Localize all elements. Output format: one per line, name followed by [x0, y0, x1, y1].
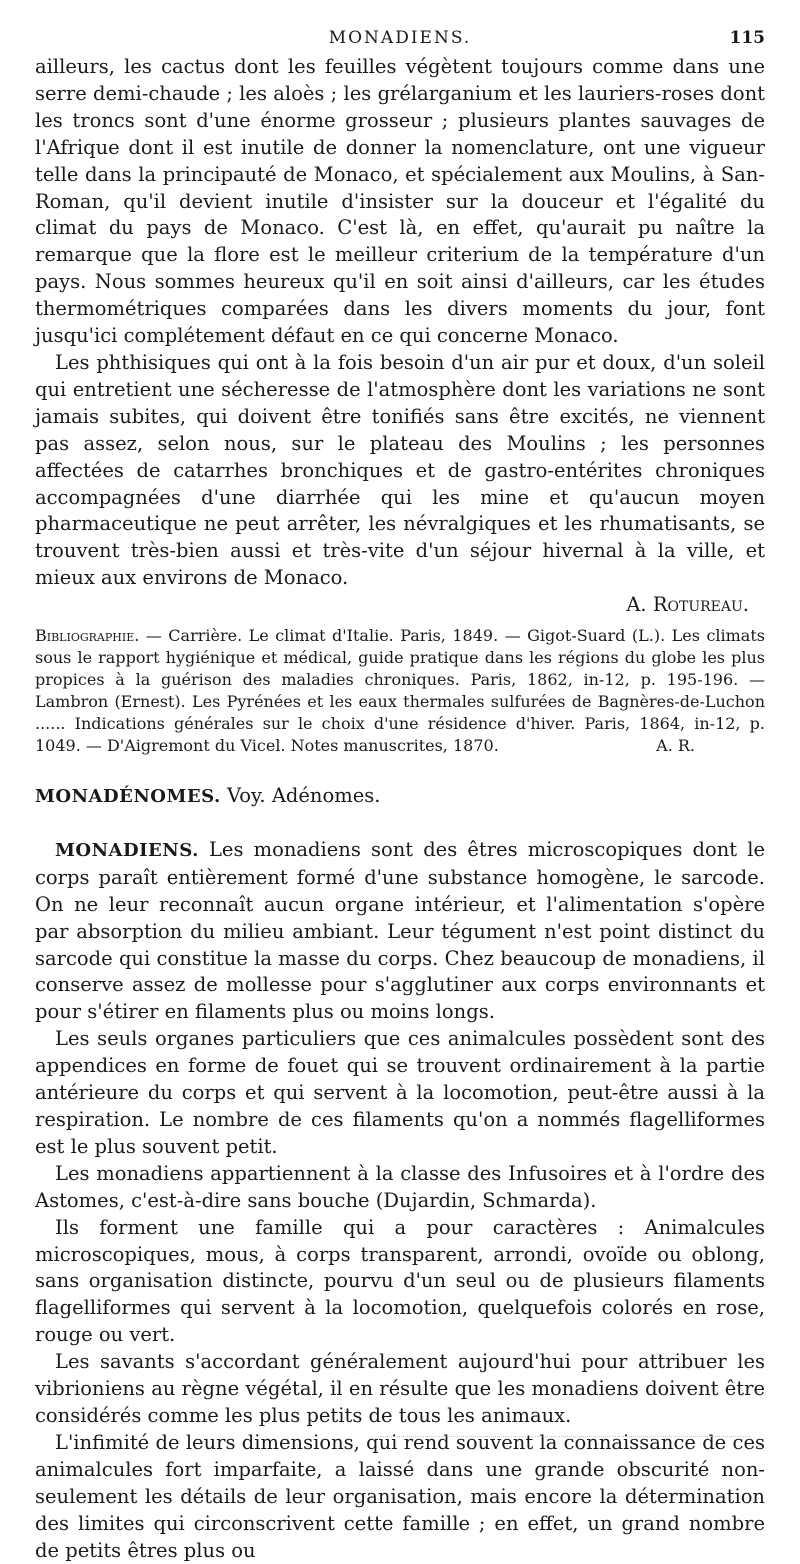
entry-monadiens-p5: Les savants s'accordant généralement aujourd'hui pour attribuer les vibrioniens au règne végétal, il en résulte que les monadiens doivent être considérés comme les plus petits de tous les animaux. — [35, 1350, 765, 1427]
headword-monadiens: MONADIENS. — [55, 839, 199, 861]
entry-monadenomes — [35, 783, 765, 811]
entry-monadiens-p1 — [35, 837, 765, 1026]
entry-monadiens-p4: Ils forment une famille qui a pour caractères : Animalcules microscopiques, mous, à corps transparent, arrondi, ovoïde ou oblong, sans organisation distincte, pourvu d'un seul ou de plusieurs filaments flagelliformes qui servent à la locomotion, quelquefois colorés en rose, rouge ou vert. — [35, 1215, 765, 1347]
bibliography-signature: A. R. — [656, 736, 695, 756]
entry-monadiens-p6: L'infimité de leurs dimensions, qui rend souvent la connaissance de ces animalcules fort imparfaite, a laissé dans une grande obscurité non-seulement les détails de leur organisation, mais encore la détermination des limites qui circonscrivent cette famille ; en effet, un grand nombre de petits êtres plus ou — [35, 1430, 765, 1562]
bibliography-text: — Carrière. Le climat d'Italie. Paris, 1849. — Gigot-Suard (L.). Les climats sous le rapport hygiénique et médical, guide pratique dans les régions du globe les plus propices à la guérison des maladies chroniques. Paris, 1862, in-12, p. 195-196. — Lambron (Ernest). Les Pyrénées et les eaux thermales sulfurées de Bagnères-de-Luchon ...... Indications générales sur le choix d'une résidence d'hiver. Paris, 1864, in-12, p. 1049. — D'Aigremont du Vicel. Notes manuscrites, 1870. — [35, 626, 765, 756]
entry-monadiens-p3: Les monadiens appartiennent à la classe des Infusoires et à l'ordre des Astomes, c'est-à-dire sans bouche (Dujardin, Schmarda). — [35, 1161, 765, 1212]
paragraph-climate-continued: ailleurs, les cactus dont les feuilles végètent toujours comme dans une serre demi-chaude ; les aloès ; les grélarganium et les lauriers-roses dont les troncs sont d'une énorme grosseur ; plusieurs plantes sauvages de l'Afrique dont il est inutile de donner la nomenclature, ont une vigueur telle dans la principauté de Monaco, et spécialement aux Moulins, à San-Roman, qu'il devient inutile d'insister sur la douceur et l'égalité du climat du pays de Monaco. C'est là, en effet, qu'aurait pu naître la remarque que la flore est le meilleur criterium de la température d'un pays. Nous sommes heureux qu'il en soit ainsi d'ailleurs, car les études thermométriques comparées dans les divers moments du jour, font jusqu'ici complétement défaut en ce qui concerne Monaco. — [35, 55, 765, 348]
headword-monadenomes: MONADÉNOMES. — [35, 786, 221, 808]
page-number: 115 — [729, 28, 765, 48]
running-head — [35, 28, 765, 54]
author-signature: A. Rotureau. — [626, 593, 749, 617]
see-also-reference: Voy. Adénomes. — [226, 784, 381, 808]
running-head-title: MONADIENS. — [328, 28, 472, 48]
paragraph-phthisiques: Les phthisiques qui ont à la fois besoin d'un air pur et doux, d'un soleil qui entretient une sécheresse de l'atmosphère dont les variations ne sont jamais subites, qui doivent être tonifiés sans être excités, ne viennent pas assez, selon nous, sur le plateau des Moulins ; les personnes affectées de catarrhes bronchiques et de gastro-entérites chroniques accompagnées d'une diarrhée qui les mine et qu'aucun moyen pharmaceutique ne peut arrêter, les névralgiques et les rhumatisants, se trouvent très-bien aussi et très-vite d'un séjour hivernal à la ville, et mieux aux environs de Monaco. — [35, 350, 765, 590]
bleed-through-rule — [380, 1436, 750, 1438]
document-page — [35, 28, 765, 1564]
bibliography-label: Bibliographie. — [35, 626, 140, 646]
entry-monadiens-p2: Les seuls organes particuliers que ces animalcules possèdent sont des appendices en forme de fouet qui se trouvent ordinairement à la partie antérieure du corps et qui servent à la locomotion, peut-être aussi à la respiration. Le nombre de ces filaments qu'on a nommés flagelliformes est le plus souvent petit. — [35, 1027, 765, 1158]
monadiens-text-1: Les monadiens sont des êtres microscopiques dont le corps paraît entièrement formé d'une substance homogène, le sarcode. On ne leur reconnaît aucun organe intérieur, et l'alimentation s'opère par absorption du milieu ambiant. Leur tégument n'est point distinct du sarcode qui constitue la masse du corps. Chez beaucoup de monadiens, il conserve assez de mollesse pour s'agglutiner aux corps environnants et pour s'étirer en filaments plus ou moins longs. — [35, 837, 766, 1024]
bibliography-block — [35, 625, 765, 757]
